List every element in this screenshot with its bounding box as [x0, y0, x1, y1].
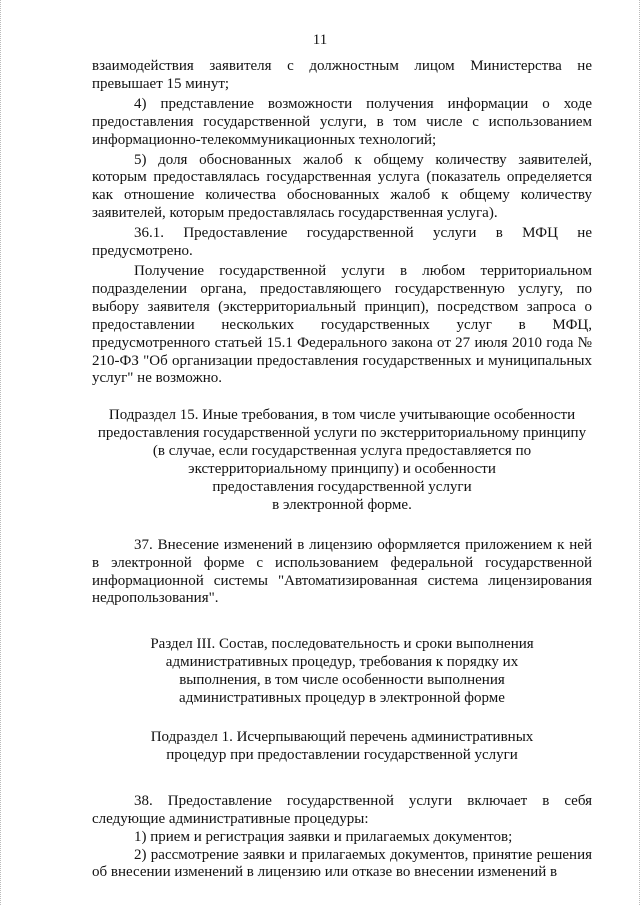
heading-line: в электронной форме. — [272, 496, 412, 513]
heading-line: выполнения, в том числе особенности выполнения — [179, 672, 505, 689]
paragraph-38: 38. Предоставление государственной услуги включает в себя следующие административные процедуры: — [92, 792, 592, 827]
heading-line: административных процедур, требования к порядку их — [165, 654, 519, 671]
heading-line: процедур при предоставлении государственной услуги — [166, 746, 518, 763]
heading-subsection-1 — [92, 729, 592, 765]
heading-subsection-15 — [92, 407, 592, 514]
heading-section-3 — [92, 636, 592, 708]
heading-line: Подраздел 15. Иные требования, в том числе учитывающие особенности — [108, 407, 576, 424]
heading-line: (в случае, если государственная услуга предоставляется по — [152, 443, 532, 460]
heading-line: административных процедур в электронной форме — [179, 690, 505, 707]
page-number: 11 — [312, 32, 328, 48]
paragraph-36-1: 36.1. Предоставление государственной услуги в МФЦ не предусмотрено. — [92, 225, 592, 260]
scan-right-edge — [631, 0, 640, 905]
paragraph-item-5: 5) доля обоснованных жалоб к общему количеству заявителей, которым предоставлялась государственная услуга (показатель определяется как отношение количества обоснованных жалоб к общему количеству заявителей, которым предоставлялась государственная услуга). — [92, 151, 592, 222]
paragraph-38-item-2: 2) рассмотрение заявки и прилагаемых документов, принятие решения об внесении изменений в лицензию или отказе во внесении изменений в — [92, 846, 592, 881]
heading-line: экстерриториальному принципу) и особенности — [188, 461, 496, 478]
paragraph-continuation: взаимодействия заявителя с должностным лицом Министерства не превышает 15 минут; — [92, 58, 592, 92]
paragraph-extraterritorial: Получение государственной услуги в любом территориальном подразделении органа, предоставляющего государственную услугу, по выбору заявителя (экстерриториальный принцип), посредством запроса о предоставлении нескольких государственных услуг в МФЦ, предусмотренного статьей 15.1 Федерального закона от 27 июля 2010 года № 210-ФЗ "Об организации предоставления государственных и муниципальных услуг" не возможно. — [92, 262, 592, 387]
heading-line: предоставления государственной услуги — [212, 478, 472, 495]
document-body — [92, 58, 592, 882]
paragraph-item-4: 4) представление возможности получения информации о ходе предоставления государственной услуги, в том числе с использованием информационно-телекоммуникационных технологий; — [92, 95, 592, 148]
heading-line: предоставления государственной услуги по экстерриториальному принципу — [97, 425, 587, 442]
scan-left-edge — [0, 0, 9, 905]
paragraph-38-item-1: 1) прием и регистрация заявки и прилагаемых документов; — [134, 828, 513, 845]
heading-line: Подраздел 1. Исчерпывающий перечень административных — [150, 729, 534, 745]
heading-line: Раздел III. Состав, последовательность и сроки выполнения — [150, 636, 534, 653]
paragraph-37: 37. Внесение изменений в лицензию оформляется приложением к ней в электронной форме с использованием федеральной государственной информационной системы "Автоматизированная система лицензирования недропользования". — [92, 536, 592, 607]
